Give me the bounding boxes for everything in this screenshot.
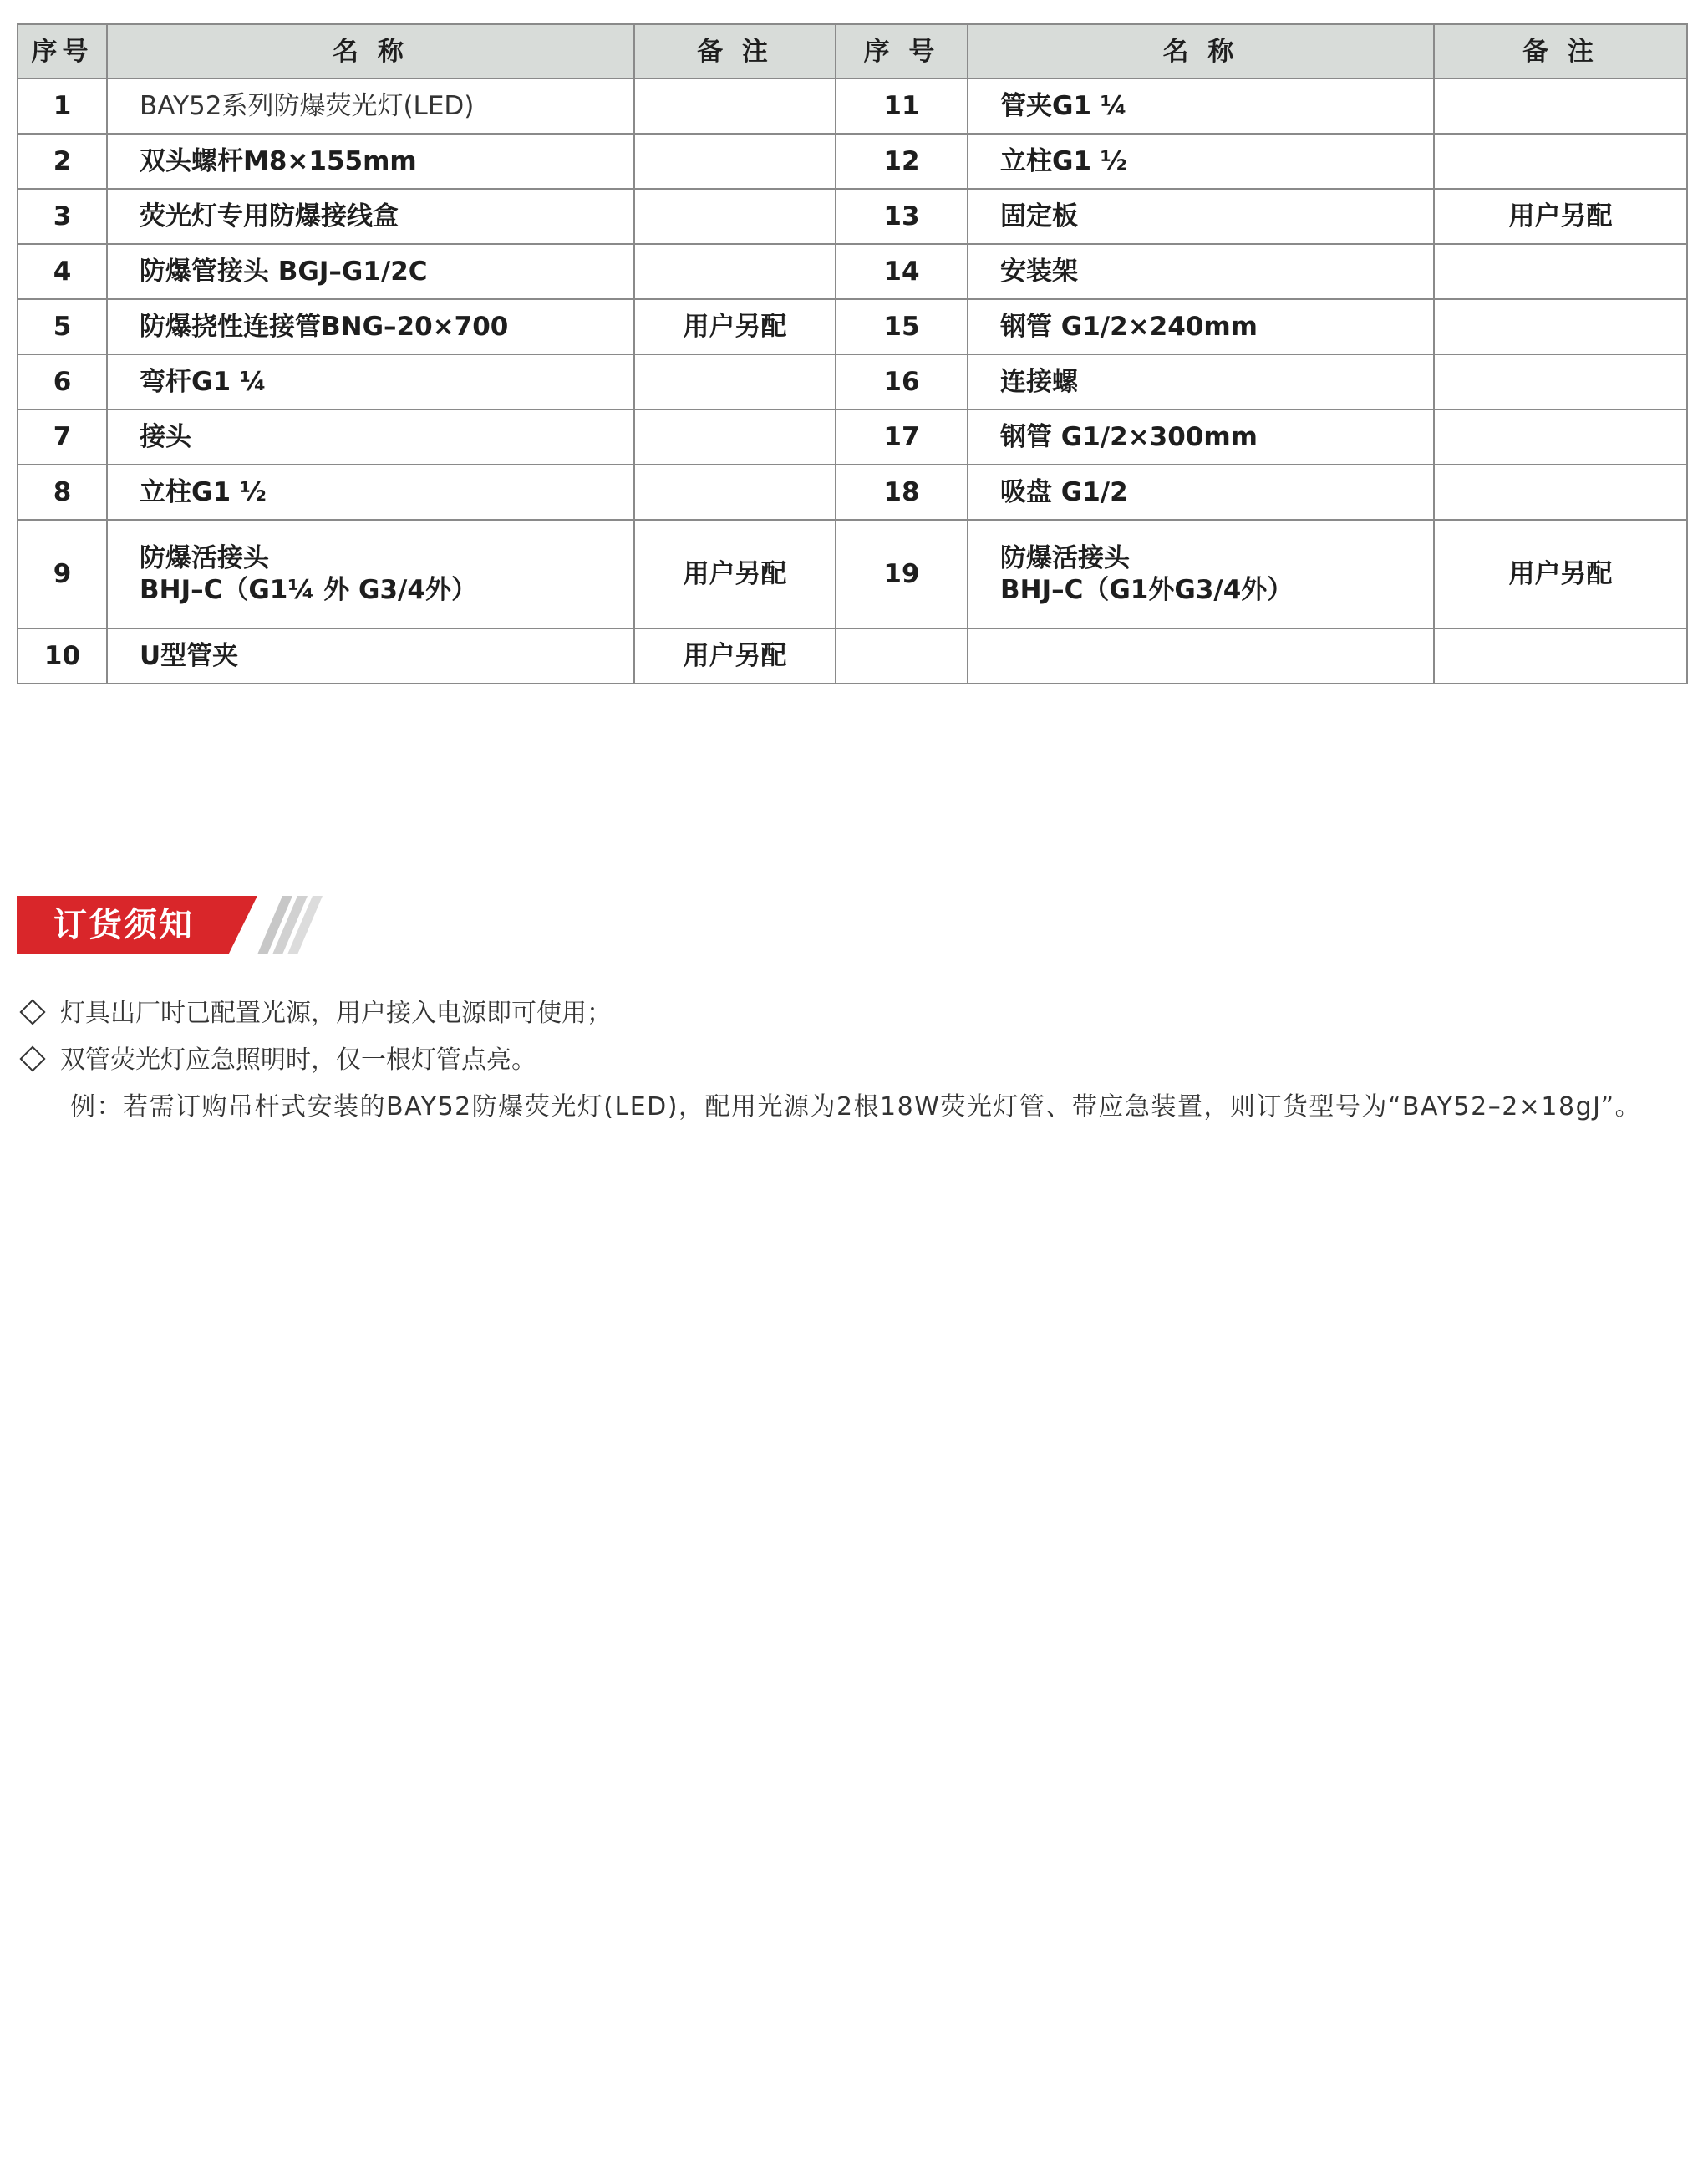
- remark-cell: [1434, 299, 1687, 354]
- serial-cell: 2: [18, 134, 107, 189]
- remark-cell: [1434, 79, 1687, 134]
- part-name-line: 防爆活接头: [1000, 543, 1130, 573]
- decorative-stripes-icon: [242, 896, 326, 954]
- part-name-cell: [107, 520, 634, 628]
- remark-cell: 用户另配: [1434, 520, 1687, 628]
- remark-cell: 用户另配: [634, 520, 836, 628]
- remark-cell: [1434, 134, 1687, 189]
- serial-cell: 12: [836, 134, 968, 189]
- header-remark-right: 备 注: [1434, 24, 1687, 79]
- part-name-cell: 管夹G1 ¼: [968, 79, 1434, 134]
- part-name-line: 防爆活接头: [140, 543, 269, 573]
- note-text: 灯具出厂时已配置光源，用户接入电源即可使用；: [60, 999, 612, 1028]
- part-name-cell: 双头螺杆M8×155mm: [107, 134, 634, 189]
- remark-cell: [634, 409, 836, 465]
- part-name-cell: [968, 628, 1434, 684]
- table-row: [18, 189, 1687, 244]
- note-text: 双管荧光灯应急照明时，仅一根灯管点亮。: [60, 1045, 536, 1075]
- part-name-cell: 立柱G1 ½: [107, 465, 634, 520]
- table-row: [18, 465, 1687, 520]
- remark-cell: 用户另配: [1434, 189, 1687, 244]
- part-name-line: BHJ–C（G1¼ 外 G3/4外）: [140, 575, 477, 605]
- serial-cell: 7: [18, 409, 107, 465]
- section-header: [17, 896, 318, 954]
- part-name-cell: BAY52系列防爆荧光灯(LED): [107, 79, 634, 134]
- serial-cell: 9: [18, 520, 107, 628]
- remark-cell: [1434, 465, 1687, 520]
- note-item: [17, 1037, 1686, 1084]
- part-name-cell: [968, 520, 1434, 628]
- note-item: [17, 990, 1686, 1037]
- table-row: [18, 134, 1687, 189]
- table-row: [18, 79, 1687, 134]
- remark-cell: [634, 244, 836, 299]
- part-name-cell: 防爆挠性连接管BNG–20×700: [107, 299, 634, 354]
- part-name-cell: U型管夹: [107, 628, 634, 684]
- header-serial-right: 序 号: [836, 24, 968, 79]
- parts-table: [17, 23, 1688, 684]
- table-header-row: [18, 24, 1687, 79]
- serial-cell: 3: [18, 189, 107, 244]
- remark-cell: 用户另配: [634, 628, 836, 684]
- table-row: [18, 409, 1687, 465]
- serial-cell: 1: [18, 79, 107, 134]
- part-name-cell: 接头: [107, 409, 634, 465]
- remark-cell: [634, 134, 836, 189]
- remark-cell: [634, 354, 836, 409]
- order-example: 例：若需订购吊杆式安装的BAY52防爆荧光灯(LED)，配用光源为2根18W荧光灯管、带应急装置，则订货型号为“BAY52–2×18gJ”。: [70, 1092, 1642, 1122]
- table-row: [18, 628, 1687, 684]
- serial-cell: 15: [836, 299, 968, 354]
- part-name-cell: 连接螺: [968, 354, 1434, 409]
- part-name-line: BHJ–C（G1外G3/4外）: [1000, 575, 1294, 605]
- table-row: [18, 299, 1687, 354]
- remark-cell: [634, 465, 836, 520]
- part-name-cell: 安装架: [968, 244, 1434, 299]
- part-name-cell: 立柱G1 ½: [968, 134, 1434, 189]
- remark-cell: 用户另配: [634, 299, 836, 354]
- remark-cell: [1434, 628, 1687, 684]
- part-name-cell: 防爆管接头 BGJ–G1/2C: [107, 244, 634, 299]
- serial-cell: [836, 628, 968, 684]
- serial-cell: 4: [18, 244, 107, 299]
- table-row: [18, 354, 1687, 409]
- serial-cell: 17: [836, 409, 968, 465]
- serial-cell: 13: [836, 189, 968, 244]
- serial-cell: 10: [18, 628, 107, 684]
- header-name-right: 名 称: [968, 24, 1434, 79]
- part-name-cell: 吸盘 G1/2: [968, 465, 1434, 520]
- remark-cell: [634, 79, 836, 134]
- part-name-cell: 固定板: [968, 189, 1434, 244]
- part-name-cell: 荧光灯专用防爆接线盒: [107, 189, 634, 244]
- section-title: 订货须知: [53, 906, 194, 944]
- remark-cell: [1434, 354, 1687, 409]
- part-name-cell: 钢管 G1/2×240mm: [968, 299, 1434, 354]
- part-name-cell: 弯杆G1 ¼: [107, 354, 634, 409]
- serial-cell: 18: [836, 465, 968, 520]
- serial-cell: 6: [18, 354, 107, 409]
- serial-cell: 8: [18, 465, 107, 520]
- ordering-notes: [17, 990, 1686, 1131]
- serial-cell: 11: [836, 79, 968, 134]
- header-serial-left: 序号: [18, 24, 107, 79]
- part-name-cell: 钢管 G1/2×300mm: [968, 409, 1434, 465]
- table-row: [18, 520, 1687, 628]
- diamond-bullet-icon: [19, 999, 45, 1025]
- serial-cell: 14: [836, 244, 968, 299]
- remark-cell: [1434, 409, 1687, 465]
- remark-cell: [634, 189, 836, 244]
- diamond-bullet-icon: [19, 1045, 45, 1071]
- serial-cell: 16: [836, 354, 968, 409]
- serial-cell: 5: [18, 299, 107, 354]
- remark-cell: [1434, 244, 1687, 299]
- serial-cell: 19: [836, 520, 968, 628]
- header-remark-left: 备 注: [634, 24, 836, 79]
- header-name-left: 名 称: [107, 24, 634, 79]
- table-row: [18, 244, 1687, 299]
